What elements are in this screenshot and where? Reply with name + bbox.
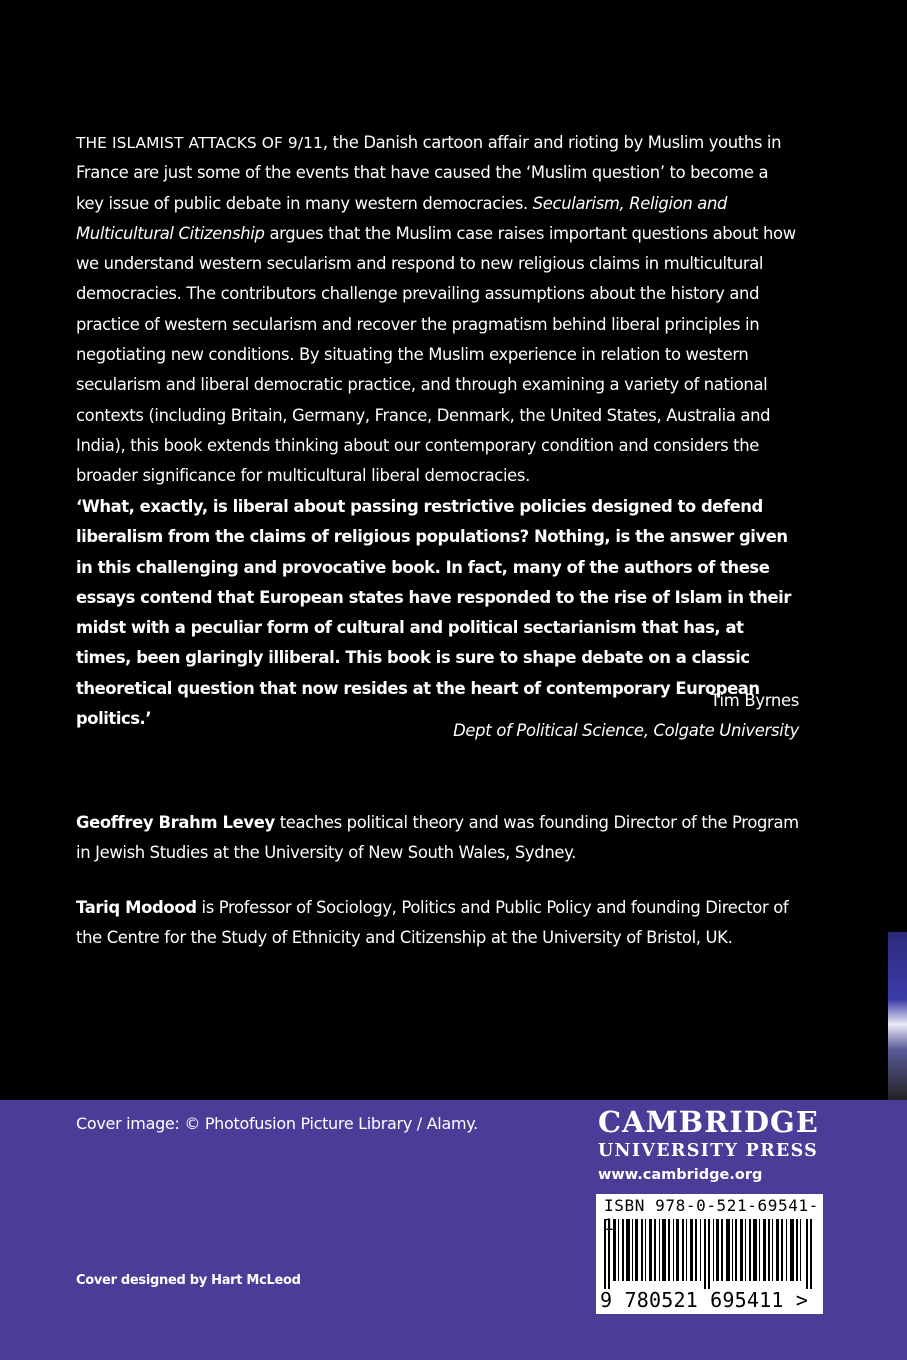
author-name: Geoffrey Brahm Levey: [76, 813, 275, 832]
publisher-url: www.cambridge.org: [598, 1167, 763, 1183]
description-lead: THE ISLAMIST ATTACKS OF 9/11: [76, 134, 323, 152]
isbn-barcode: [596, 1194, 823, 1314]
publisher-logo-line2: UNIVERSITY PRESS: [598, 1141, 819, 1161]
designer-credit: Cover designed by Hart McLeod: [76, 1273, 301, 1288]
endorsement-attribution: [453, 686, 799, 747]
description-part-1: , the Danish cartoon affair and rioting by Muslim youths in France are just some of the events that have caused the ‘Muslim question’ to become a key issue of public debate in many western democracies.: [76, 133, 782, 213]
book-description: [76, 128, 800, 492]
isbn-label: ISBN 978-0-521-69541-1: [604, 1196, 819, 1234]
endorsement-quote: ‘What, exactly, is liberal about passing restrictive policies designed to defend liberalism from the claims of religious populations? Nothing, is the answer given in this challenging and provocative book. In fact, many of the authors of these essays contend that European states have responded to the rise of Islam in their midst with a peculiar form of cultural and political sectarianism that has, at times, been glaringly illiberal. This book is sure to shape debate on a classic theoretical question that now resides at the heart of contemporary European politics.’: [76, 497, 791, 729]
isbn-number: 9 780521 695411 >: [600, 1288, 809, 1312]
barcode-icon: [604, 1219, 814, 1289]
author-name: Tariq Modood: [76, 898, 197, 917]
author-bio-levey: [76, 808, 800, 869]
publisher-logo-line1: CAMBRIDGE: [598, 1105, 819, 1139]
cover-photo-fragment: [888, 932, 907, 1100]
publisher-band: [0, 1100, 907, 1360]
author-bio-text: teaches political theory and was founding Director of the Program in Jewish Studies at the University of New South Wales, Sydney.: [76, 813, 799, 863]
author-bio-modood: [76, 893, 800, 954]
endorser-affiliation: Dept of Political Science, Colgate University: [453, 721, 799, 741]
author-bio-text: is Professor of Sociology, Politics and Public Policy and founding Director of the Centre for the Study of Ethnicity and Citizenship at the University of Bristol, UK.: [76, 898, 789, 948]
book-title: Secularism, Religion and Multicultural Citizenship: [76, 193, 728, 243]
endorser-name: Tim Byrnes: [710, 691, 799, 710]
description-part-2: argues that the Muslim case raises important questions about how we understand western secularism and respond to new religious claims in multicultural democracies. The contributors challenge prevailing assumptions about the history and practice of western secularism and recover the pragmatism behind liberal principles in negotiating new conditions. By situating the Muslim experience in relation to western secularism and liberal democratic practice, and through examining a variety of national contexts (including Britain, Germany, France, Denmark, the United States, Australia and India), this book extends thinking about our contemporary condition and considers the broader significance for multicultural liberal democracies.: [76, 223, 796, 486]
cover-image-credit: Cover image: © Photofusion Picture Library / Alamy.: [76, 1114, 478, 1133]
